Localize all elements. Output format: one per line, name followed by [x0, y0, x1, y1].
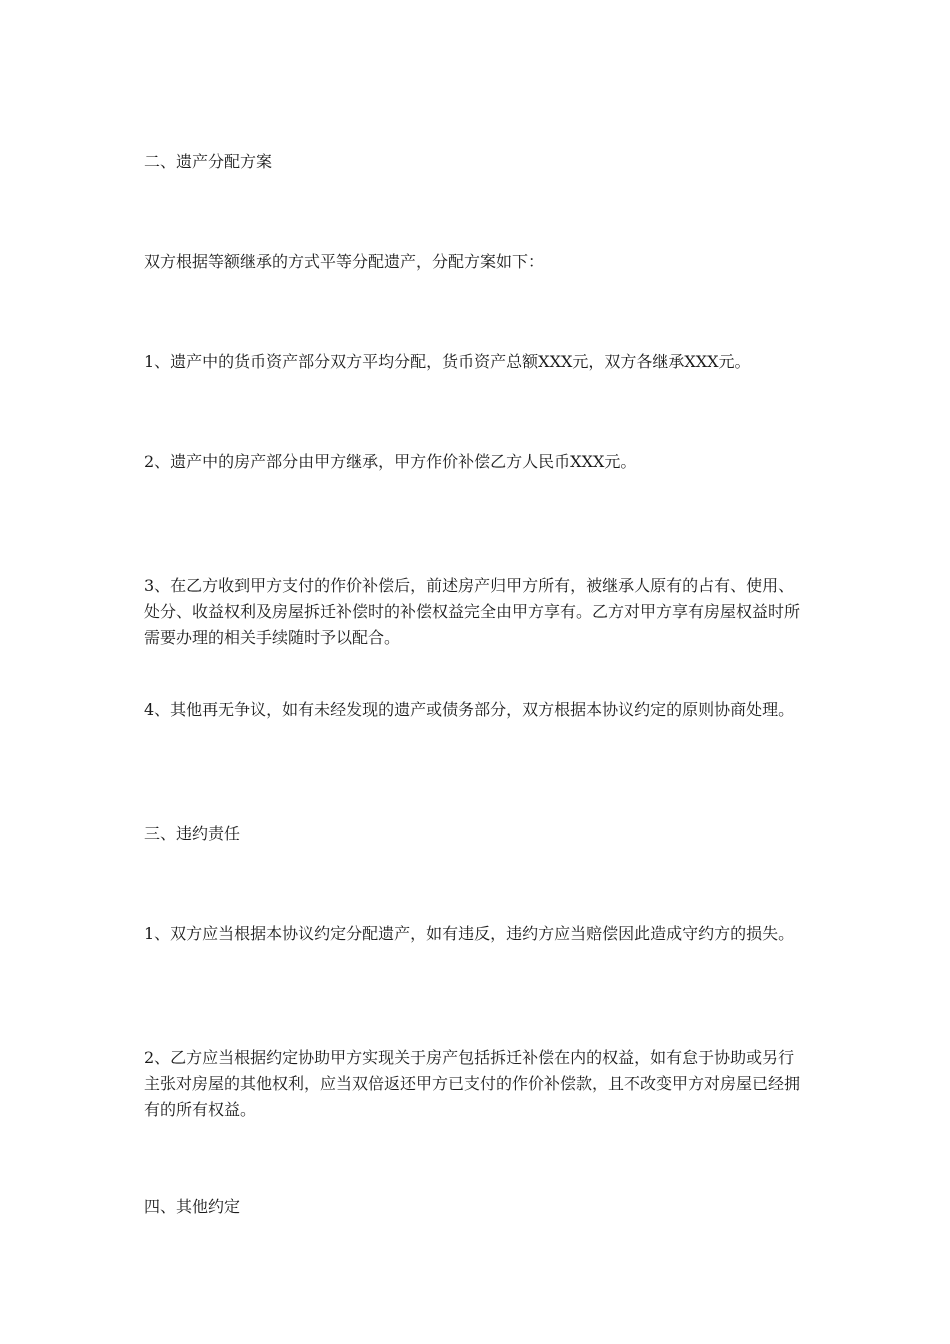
distribution-item-4: 4、其他再无争议，如有未经发现的遗产或债务部分，双方根据本协议约定的原则协商处理。 — [144, 700, 795, 719]
section-heading-other-agreements: 四、其他约定 — [144, 1197, 241, 1216]
distribution-item-2: 2、遗产中的房产部分由甲方继承，甲方作价补偿乙方人民币XXX元。 — [144, 452, 637, 471]
distribution-item-1: 1、遗产中的货币资产部分双方平均分配，货币资产总额XXX元，双方各继承XXX元。 — [144, 352, 751, 371]
distribution-intro: 双方根据等额继承的方式平等分配遗产，分配方案如下： — [144, 252, 545, 271]
distribution-item-3: 3、在乙方收到甲方支付的作价补偿后，前述房产归甲方所有，被继承人原有的占有、使用、处分、收益权利及房屋拆迁补偿时的补偿权益完全由甲方享有。乙方对甲方享有房屋权益时所需要办理的相关手续随时予以配合。 — [144, 576, 801, 647]
breach-item-1: 1、双方应当根据本协议约定分配遗产，如有违反，违约方应当赔偿因此造成守约方的损失。 — [144, 924, 795, 943]
section-heading-breach-liability: 三、违约责任 — [144, 824, 241, 843]
breach-item-2: 2、乙方应当根据约定协助甲方实现关于房产包括拆迁补偿在内的权益，如有怠于协助或另行主张对房屋的其他权利，应当双倍返还甲方已支付的作价补偿款，且不改变甲方对房屋已经拥有的所有权益。 — [144, 1048, 801, 1119]
section-heading-distribution-plan: 二、遗产分配方案 — [144, 152, 273, 171]
